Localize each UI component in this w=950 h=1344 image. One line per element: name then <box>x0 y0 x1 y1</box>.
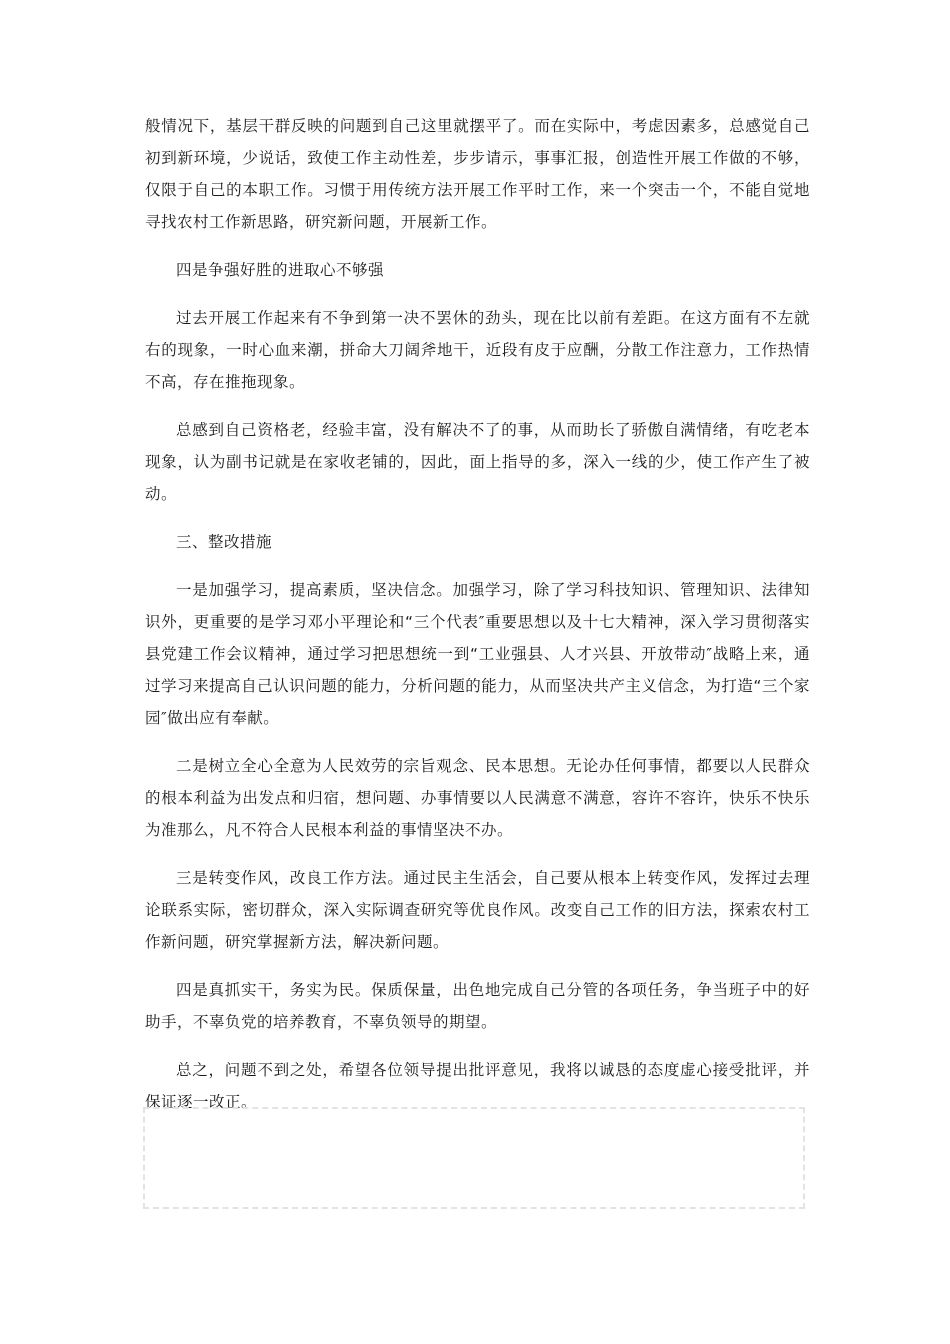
empty-dashed-box <box>143 1107 805 1209</box>
paragraph-conclusion: 总之，问题不到之处，希望各位领导提出批评意见，我将以诚恳的态度虚心接受批评，并保证逐一改正。 <box>145 1061 810 1111</box>
section-heading-4: 四是争强好胜的进取心不够强 <box>176 261 385 279</box>
paragraph: 四是真抓实干，务实为民。保质保量，出色地完成自己分管的各项任务，争当班子中的好助手，不辜负党的培养教育，不辜负领导的期望。 <box>145 981 810 1031</box>
paragraph: 二是树立全心全意为人民效劳的宗旨观念、民本思想。无论办任何事情，都要以人民群众的根本利益为出发点和归宿，想问题、办事情要以人民满意不满意，容许不容许，快乐不快乐为准那么，凡不符合人民根本利益的事情坚决不办。 <box>145 757 810 839</box>
section-heading-rectification: 三、整改措施 <box>176 533 273 551</box>
document-body <box>145 110 810 1134</box>
paragraph: 一是加强学习，提高素质，坚决信念。加强学习，除了学习科技知识、管理知识、法律知识外，更重要的是学习邓小平理论和“三个代表″重要思想以及十七大精神，深入学习贯彻落实县党建工作会议精神，通过学习把思想统一到“工业强县、人才兴县、开放带动″战略上来，通过学习来提高自己认识问题的能力，分析问题的能力，从而坚决共产主义信念，为打造“三个家园″做出应有奉献。 <box>145 581 810 727</box>
paragraph: 三是转变作风，改良工作方法。通过民主生活会，自己要从根本上转变作风，发挥过去理论联系实际，密切群众，深入实际调查研究等优良作风。改变自己工作的旧方法，探索农村工作新问题，研究掌握新方法，解决新问题。 <box>145 869 810 951</box>
paragraph: 总感到自己资格老，经验丰富，没有解决不了的事，从而助长了骄傲自满情绪，有吃老本现象，认为副书记就是在家收老铺的，因此，面上指导的多，深入一线的少，使工作产生了被动。 <box>145 421 810 503</box>
paragraph-continuation: 般情况下，基层干群反映的问题到自己这里就摆平了。而在实际中，考虑因素多，总感觉自己初到新环境，少说话，致使工作主动性差，步步请示，事事汇报，创造性开展工作做的不够，仅限于自己的本职工作。习惯于用传统方法开展工作平时工作，来一个突击一个，不能自觉地寻找农村工作新思路，研究新问题，开展新工作。 <box>145 117 810 231</box>
paragraph: 过去开展工作起来有不争到第一决不罢休的劲头，现在比以前有差距。在这方面有不左就右的现象，一时心血来潮，拼命大刀阔斧地干，近段有皮于应酬，分散工作注意力，工作热情不高，存在推拖现象。 <box>145 309 810 391</box>
